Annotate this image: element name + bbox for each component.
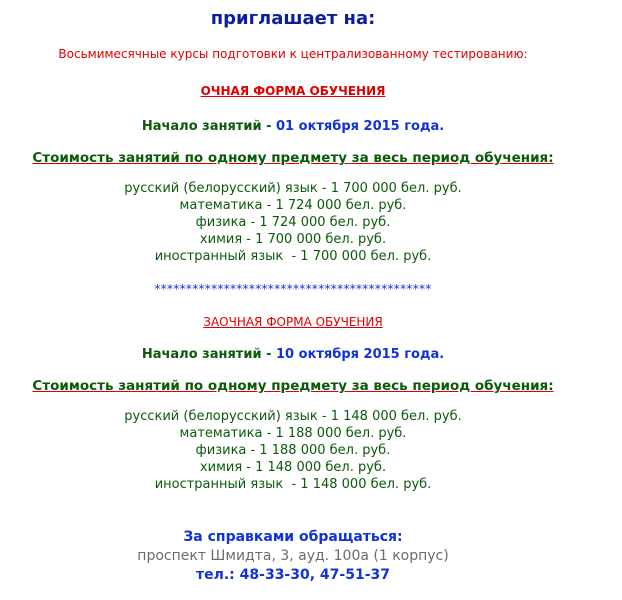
price-item: физика - 1 724 000 бел. руб. — [195, 215, 391, 230]
asterisk-separator: ******************************************** — [154, 282, 432, 296]
contact-phone: тел.: 48-33-30, 47-51-37 — [196, 567, 390, 583]
page-title: приглашает на: — [210, 8, 376, 29]
contact-address: проспект Шмидта, 3, ауд. 100а (1 корпус) — [137, 548, 449, 564]
price-item: русский (белорусский) язык - 1 700 000 бел. руб. — [124, 181, 462, 196]
price-item: химия - 1 700 000 бел. руб. — [199, 232, 387, 247]
price-item: математика - 1 188 000 бел. руб. — [179, 426, 407, 441]
price-item: русский (белорусский) язык - 1 148 000 бел. руб. — [124, 409, 462, 424]
part-time-price-list — [0, 408, 586, 493]
part-time-cost-heading: Стоимость занятий по одному предмету за весь период обучения: — [32, 378, 554, 394]
full-time-start — [0, 119, 586, 134]
start-label: Начало занятий - — [141, 347, 277, 362]
price-item: иностранный язык - 1 148 000 бел. руб. — [154, 477, 432, 492]
full-time-cost-heading: Стоимость занятий по одному предмету за весь период обучения: — [32, 150, 554, 166]
price-item: химия - 1 148 000 бел. руб. — [199, 460, 387, 475]
courses-intro: Восьмимесячные курсы подготовки к централизованному тестированию: — [58, 47, 528, 61]
part-time-section-title: ЗАОЧНАЯ ФОРМА ОБУЧЕНИЯ — [203, 315, 383, 329]
start-label: Начало занятий - — [141, 119, 277, 134]
price-item: математика - 1 724 000 бел. руб. — [179, 198, 407, 213]
part-time-start — [0, 347, 586, 362]
full-time-section-title: ОЧНАЯ ФОРМА ОБУЧЕНИЯ — [200, 84, 386, 98]
full-time-price-list — [0, 180, 586, 265]
start-date: 10 октября 2015 года. — [276, 347, 445, 362]
start-date: 01 октября 2015 года. — [276, 119, 445, 134]
price-item: иностранный язык - 1 700 000 бел. руб. — [154, 249, 432, 264]
price-item: физика - 1 188 000 бел. руб. — [195, 443, 391, 458]
contact-title: За справками обращаться: — [183, 529, 403, 545]
